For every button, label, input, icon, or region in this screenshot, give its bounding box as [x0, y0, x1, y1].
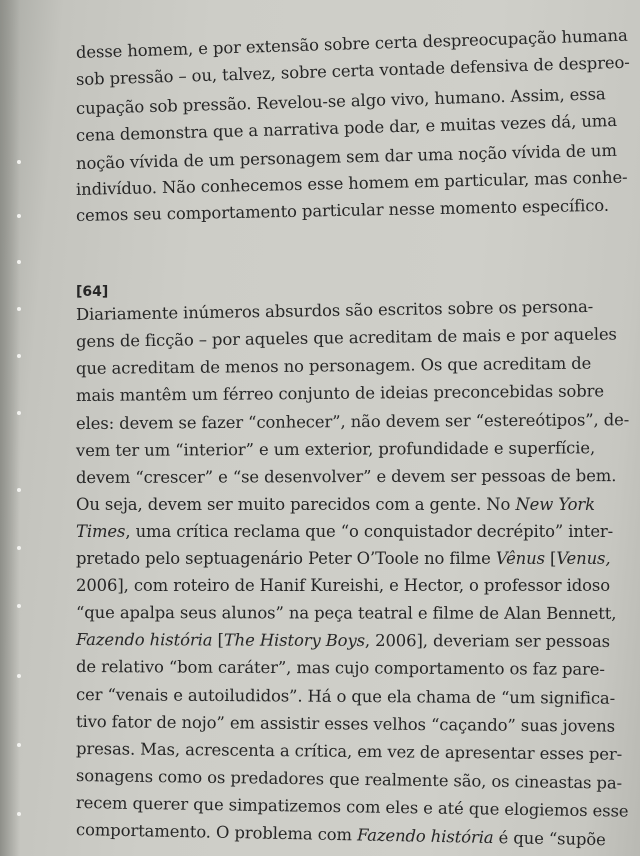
binding-hole — [17, 674, 21, 678]
text-line — [76, 495, 595, 514]
binding-hole — [17, 488, 21, 492]
text-line: devem “crescer” e “se desenvolver” e devem ser pessoas de bem. — [75, 466, 617, 487]
text-line: cena demonstra que a narrativa pode dar, e muitas vezes dá, uma — [75, 110, 618, 145]
text-run: [ — [544, 549, 557, 568]
binding-hole — [17, 307, 21, 311]
text-line: Diariamente inúmeros absurdos são escritos sobre os persona- — [75, 296, 594, 324]
italic-title: The History Boys — [223, 630, 365, 651]
italic-title: Times — [76, 522, 126, 541]
text-run: comportamento. O problema com — [75, 820, 353, 845]
italic-title: Vênus — [495, 549, 545, 568]
text-line: cer “venais e autoiludidos”. Há o que ela chama de “um significa- — [75, 685, 616, 708]
binding-hole — [17, 546, 21, 550]
binding-hole — [17, 354, 21, 358]
text-line: noção vívida de um personagem sem dar uma noção vívida de um — [75, 140, 617, 173]
text-line: desse homem, e por extensão sobre certa despreocupação humana — [75, 25, 628, 62]
text-line: “que apalpa seus alunos” na peça teatral e filme de Alan Bennett, — [75, 603, 617, 623]
italic-title: New York — [515, 495, 595, 514]
text-line: eles: devem se fazer “conhecer”, não devem ser “estereótipos”, de- — [75, 410, 630, 433]
text-line — [76, 630, 610, 651]
text-line — [76, 549, 610, 568]
text-line: indivíduo. Não conhecemos esse homem em particular, mas conhe- — [75, 167, 628, 199]
text-line: presas. Mas, acrescenta a crítica, em vez de apresentar esses per- — [75, 739, 623, 764]
text-line: tivo fator de nojo” em assistir esses velhos “caçando” suas jovens — [75, 712, 616, 736]
text-run: , — [125, 522, 131, 541]
text-run: é que “supõe — [498, 828, 606, 850]
binding-hole — [17, 812, 21, 816]
text-line — [76, 522, 613, 541]
text-line: que acreditam de menos no personagem. Os que acreditam de — [75, 353, 592, 378]
text-line: gens de ficção – por aqueles que acreditam de mais e por aqueles — [75, 324, 617, 351]
text-run: Ou seja, devem ser muito parecidos com a gente. No — [76, 495, 511, 514]
binding-hole — [17, 214, 21, 218]
text-run: [ — [217, 630, 224, 650]
section-reference: [64] — [76, 284, 109, 300]
text-line: 2006], com roteiro de Hanif Kureishi, e Hector, o professor idoso — [76, 576, 611, 595]
binding-hole — [17, 160, 21, 164]
text-line: cupação sob pressão. Revelou-se algo vivo, humano. Assim, essa — [75, 84, 606, 118]
italic-title: Fazendo história — [356, 825, 494, 848]
text-run: uma crítica reclama que “o conquistador decrépito” inter- — [135, 522, 614, 541]
text-line: recem querer que simpatizemos com eles e até que elogiemos esse — [75, 793, 629, 821]
binding-hole — [17, 604, 21, 608]
text-line: cemos seu comportamento particular nesse momento específico. — [75, 195, 610, 225]
text-line: mais mantêm um férreo conjunto de ideias preconcebidas sobre — [75, 381, 605, 405]
text-line: sob pressão – ou, talvez, sobre certa vontade defensiva de despreo- — [75, 52, 630, 89]
text-line — [76, 820, 606, 849]
text-line: de relativo “bom caráter”, mas cujo comportamento os faz pare- — [75, 657, 605, 679]
italic-title: Venus, — [556, 549, 611, 568]
binding-hole — [17, 260, 21, 264]
text-run: , 2006], deveriam ser pessoas — [364, 631, 610, 651]
text-line: sonagens como os predadores que realmente são, os cineastas pa- — [75, 766, 623, 793]
text-run: pretado pelo septuagenário Peter O’Toole no filme — [76, 549, 491, 568]
text-line: vem ter um “interior” e um exterior, profundidade e superfície, — [75, 438, 596, 460]
italic-title: Fazendo história — [75, 630, 213, 650]
binding-hole — [17, 743, 21, 747]
binding-hole — [17, 411, 21, 415]
